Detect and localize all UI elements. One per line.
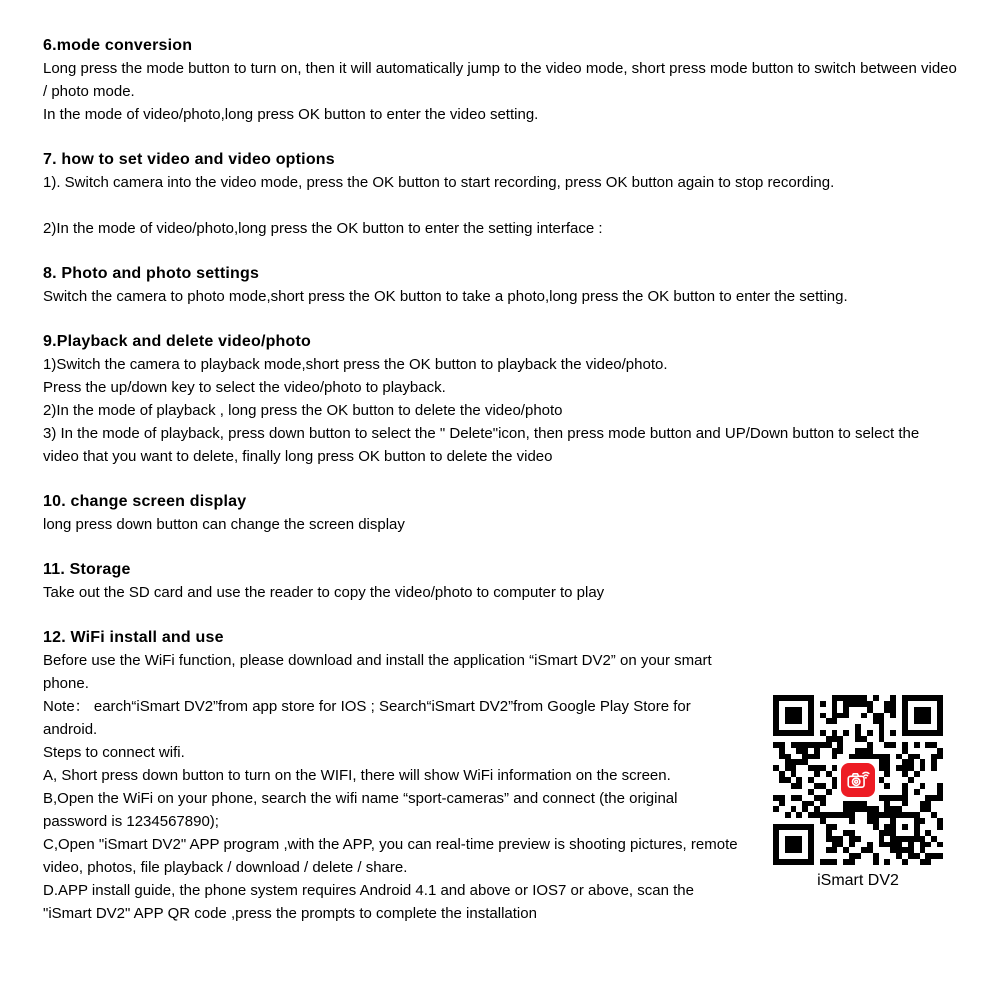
- section-video-options: [43, 148, 957, 240]
- paragraph: Steps to connect wifi.: [43, 744, 185, 761]
- section-heading: 12. WiFi install and use: [43, 629, 224, 646]
- section-playback-delete: [43, 330, 957, 468]
- section-heading: 10. change screen display: [43, 493, 247, 510]
- paragraph: 2)In the mode of video/photo,long press the OK button to enter the setting interface :: [43, 220, 603, 237]
- paragraph: In the mode of video/photo,long press OK button to enter the video setting.: [43, 106, 539, 123]
- section-photo-settings: [43, 262, 957, 308]
- camera-wifi-icon: [841, 763, 875, 797]
- paragraph: D.APP install guide, the phone system requires Android 4.1 and above or IOS7 or above, scan the "iSmart DV2" APP QR code ,press the prompts to complete the installation: [43, 882, 694, 922]
- section-wifi-install: [43, 626, 957, 925]
- wifi-content-row: [43, 649, 957, 925]
- paragraph: [43, 194, 957, 217]
- qr-block: [773, 649, 943, 891]
- qr-caption: iSmart DV2: [817, 872, 899, 889]
- wifi-text-column: [43, 649, 743, 925]
- paragraph: 3) In the mode of playback, press down button to select the " Delete"icon, then press mode button and UP/Down button to select the video that you want to delete, finally long press OK button to delete the video: [43, 425, 920, 465]
- paragraph: Switch the camera to photo mode,short press the OK button to take a photo,long press the OK button to enter the setting.: [43, 288, 848, 305]
- section-storage: [43, 558, 957, 604]
- paragraph: A, Short press down button to turn on the WIFI, there will show WiFi information on the screen.: [43, 767, 671, 784]
- paragraph: Long press the mode button to turn on, then it will automatically jump to the video mode, short press mode button to switch between video / photo mode.: [43, 60, 957, 100]
- section-heading: 6.mode conversion: [43, 37, 193, 54]
- paragraph: 2)In the mode of playback , long press the OK button to delete the video/photo: [43, 402, 563, 419]
- paragraph: 1)Switch the camera to playback mode,short press the OK button to playback the video/photo.: [43, 356, 668, 373]
- paragraph: Take out the SD card and use the reader to copy the video/photo to computer to play: [43, 584, 605, 601]
- paragraph: C,Open "iSmart DV2" APP program ,with the APP, you can real-time preview is shooting pictures, remote video, photos, file playback / download / delete / share.: [43, 836, 738, 876]
- paragraph: 1). Switch camera into the video mode, press the OK button to start recording, press OK button again to stop recording.: [43, 174, 835, 191]
- section-heading: 9.Playback and delete video/photo: [43, 333, 312, 350]
- qr-code: [773, 695, 943, 865]
- paragraph: Press the up/down key to select the video/photo to playback.: [43, 379, 446, 396]
- paragraph: Note： earch“iSmart DV2”from app store for IOS ; Search“iSmart DV2”from Google Play Store for android.: [43, 698, 691, 738]
- paragraph: B,Open the WiFi on your phone, search the wifi name “sport-cameras” and connect (the original password is 1234567890);: [43, 790, 678, 830]
- section-heading: 7. how to set video and video options: [43, 151, 335, 168]
- paragraph: Before use the WiFi function, please download and install the application “iSmart DV2” on your smart phone.: [43, 652, 712, 692]
- section-heading: 8. Photo and photo settings: [43, 265, 260, 282]
- section-screen-display: [43, 490, 957, 536]
- section-heading: 11. Storage: [43, 561, 131, 578]
- section-mode-conversion: [43, 34, 957, 126]
- paragraph: long press down button can change the screen display: [43, 516, 405, 533]
